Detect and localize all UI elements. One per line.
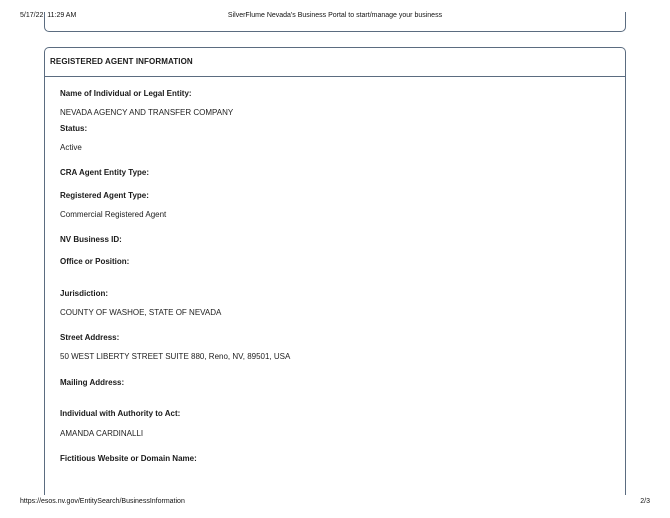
- office-label: Office or Position:: [60, 257, 130, 266]
- name-value: NEVADA AGENCY AND TRANSFER COMPANY: [60, 108, 234, 117]
- status-value: Active: [60, 143, 82, 152]
- status-label: Status:: [60, 124, 88, 133]
- previous-section-panel: [44, 12, 626, 32]
- name-label: Name of Individual or Legal Entity:: [60, 89, 192, 98]
- print-url: https://esos.nv.gov/EntitySearch/BusinessInformation: [20, 498, 185, 505]
- print-page-number: 2/3: [640, 498, 650, 505]
- agent-type-label: Registered Agent Type:: [60, 191, 149, 200]
- agent-type-value: Commercial Registered Agent: [60, 210, 167, 219]
- street-address-value: 50 WEST LIBERTY STREET SUITE 880, Reno, NV, 89501, USA: [60, 352, 291, 361]
- authority-value: AMANDA CARDINALLI: [60, 429, 144, 438]
- fictitious-label: Fictitious Website or Domain Name:: [60, 454, 197, 463]
- registered-agent-panel: [44, 47, 626, 495]
- cra-type-label: CRA Agent Entity Type:: [60, 168, 150, 177]
- nv-business-id-label: NV Business ID:: [60, 235, 122, 244]
- jurisdiction-label: Jurisdiction:: [60, 289, 109, 298]
- print-page-title: SilverFlume Nevada's Business Portal to start/manage your business: [227, 12, 443, 19]
- authority-label: Individual with Authority to Act:: [60, 409, 181, 418]
- street-address-label: Street Address:: [60, 333, 120, 342]
- mailing-address-label: Mailing Address:: [60, 378, 125, 387]
- print-datetime: 5/17/22, 11:29 AM: [20, 12, 77, 19]
- jurisdiction-value: COUNTY OF WASHOE, STATE OF NEVADA: [60, 308, 222, 317]
- section-title: REGISTERED AGENT INFORMATION: [45, 48, 625, 77]
